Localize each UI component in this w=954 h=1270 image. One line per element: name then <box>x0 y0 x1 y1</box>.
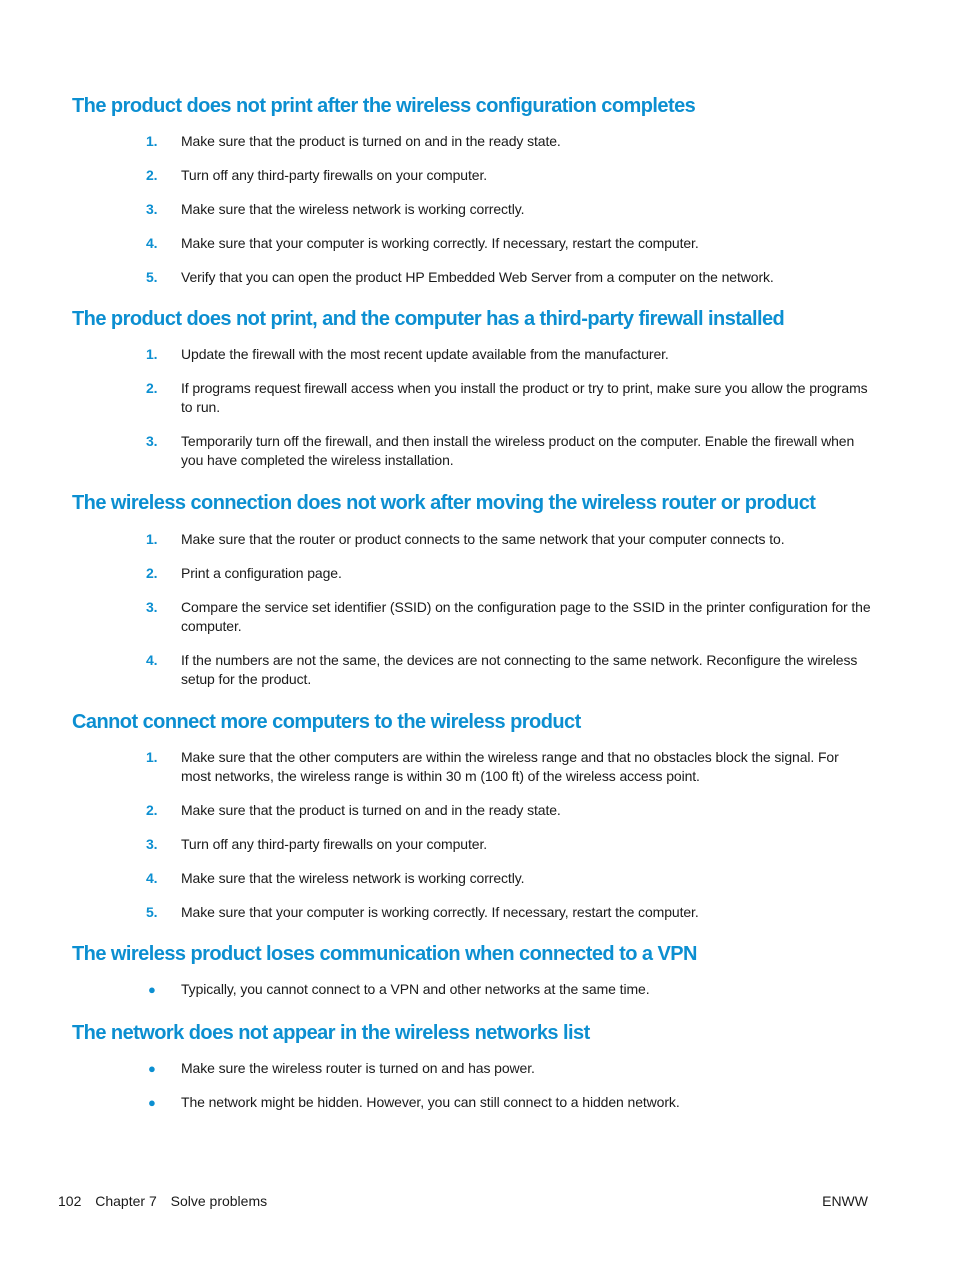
list-item-text: Typically, you cannot connect to a VPN and other networks at the same time. <box>181 981 650 997</box>
list-number: 2. <box>146 167 158 183</box>
footer-right-label: ENWW <box>822 1193 868 1209</box>
section-print-after-config <box>72 94 872 287</box>
list-item <box>72 166 872 185</box>
section-heading: Cannot connect more computers to the wireless product <box>72 711 581 733</box>
list-item-text: Make sure that your computer is working correctly. If necessary, restart the computer. <box>181 235 699 251</box>
list-item-text: Make sure that the wireless network is working correctly. <box>181 870 525 886</box>
list-item <box>72 651 872 689</box>
list-item <box>72 345 872 364</box>
section-heading: The wireless product loses communication when connected to a VPN <box>72 943 697 965</box>
list-item-text: Make sure that the router or product connects to the same network that your computer connects to. <box>181 531 785 547</box>
list-item-text: Make sure that the wireless network is working correctly. <box>181 201 525 217</box>
list-item-text: Make sure the wireless router is turned on and has power. <box>181 1060 535 1076</box>
numbered-list <box>72 530 872 689</box>
section-heading: The wireless connection does not work after moving the wireless router or product <box>72 492 816 514</box>
chapter-label: Chapter 7 <box>95 1193 157 1209</box>
list-number: 3. <box>146 433 158 449</box>
chapter-title: Solve problems <box>170 1193 268 1209</box>
numbered-list <box>72 132 872 287</box>
list-item-text: The network might be hidden. However, you can still connect to a hidden network. <box>181 1094 680 1110</box>
list-item <box>72 200 872 219</box>
section-heading: The product does not print after the wireless configuration completes <box>72 95 696 117</box>
list-item-text: Verify that you can open the product HP Embedded Web Server from a computer on the network. <box>181 269 774 285</box>
numbered-list <box>72 345 872 470</box>
list-item <box>72 1059 872 1078</box>
list-item-text: Temporarily turn off the firewall, and then install the wireless product on the computer. Enable the firewall when you have completed the wireless installation. <box>181 433 855 468</box>
list-item <box>72 903 872 922</box>
list-item-text: Turn off any third-party firewalls on your computer. <box>181 167 488 183</box>
list-number: 5. <box>146 269 158 285</box>
list-item <box>72 564 872 583</box>
bullet-icon: ● <box>148 1061 156 1076</box>
list-item <box>72 835 872 854</box>
list-number: 4. <box>146 652 158 668</box>
list-item-text: Make sure that the product is turned on and in the ready state. <box>181 802 561 818</box>
bullet-icon: ● <box>148 982 156 997</box>
list-item <box>72 980 872 999</box>
list-item-text: Print a configuration page. <box>181 565 342 581</box>
list-item <box>72 379 872 417</box>
list-number: 4. <box>146 870 158 886</box>
list-item <box>72 132 872 151</box>
list-item-text: Update the firewall with the most recent update available from the manufacturer. <box>181 346 669 362</box>
list-item <box>72 748 872 786</box>
numbered-list <box>72 748 872 922</box>
list-number: 1. <box>146 346 158 362</box>
list-number: 2. <box>146 565 158 581</box>
list-item-text: Turn off any third-party firewalls on your computer. <box>181 836 488 852</box>
list-number: 1. <box>146 133 158 149</box>
list-number: 1. <box>146 531 158 547</box>
list-item-text: Compare the service set identifier (SSID) on the configuration page to the SSID in the printer configuration for the computer. <box>181 599 871 634</box>
list-number: 4. <box>146 235 158 251</box>
list-number: 2. <box>146 380 158 396</box>
list-number: 2. <box>146 802 158 818</box>
list-item-text: If the numbers are not the same, the devices are not connecting to the same network. Reconfigure the wireless setup for the product. <box>181 652 858 687</box>
list-item-text: If programs request firewall access when you install the product or try to print, make sure you allow the programs to run. <box>181 380 868 415</box>
bullet-list <box>72 980 872 999</box>
list-item <box>72 869 872 888</box>
section-heading: The network does not appear in the wireless networks list <box>72 1022 590 1044</box>
list-number: 3. <box>146 836 158 852</box>
list-number: 1. <box>146 749 158 765</box>
list-item <box>72 1093 872 1112</box>
page-number: 102 <box>58 1193 82 1209</box>
section-cannot-connect-more <box>72 710 872 922</box>
list-item <box>72 268 872 287</box>
footer-left <box>58 1192 277 1211</box>
section-heading: The product does not print, and the computer has a third-party firewall installed <box>72 308 785 330</box>
list-item-text: Make sure that the product is turned on and in the ready state. <box>181 133 561 149</box>
list-item-text: Make sure that your computer is working correctly. If necessary, restart the computer. <box>181 904 699 920</box>
section-firewall-installed <box>72 307 872 470</box>
list-item <box>72 598 872 636</box>
list-number: 3. <box>146 599 158 615</box>
list-item <box>72 530 872 549</box>
section-vpn <box>72 942 872 999</box>
section-network-not-listed <box>72 1021 872 1112</box>
list-item <box>72 234 872 253</box>
list-item-text: Make sure that the other computers are within the wireless range and that no obstacles block the signal. For most networks, the wireless range is within 30 m (100 ft) of the wireless access point. <box>181 749 839 784</box>
list-item <box>72 432 872 470</box>
bullet-icon: ● <box>148 1095 156 1110</box>
list-number: 3. <box>146 201 158 217</box>
section-after-moving-router <box>72 491 872 689</box>
list-item <box>72 801 872 820</box>
bullet-list <box>72 1059 872 1112</box>
list-number: 5. <box>146 904 158 920</box>
